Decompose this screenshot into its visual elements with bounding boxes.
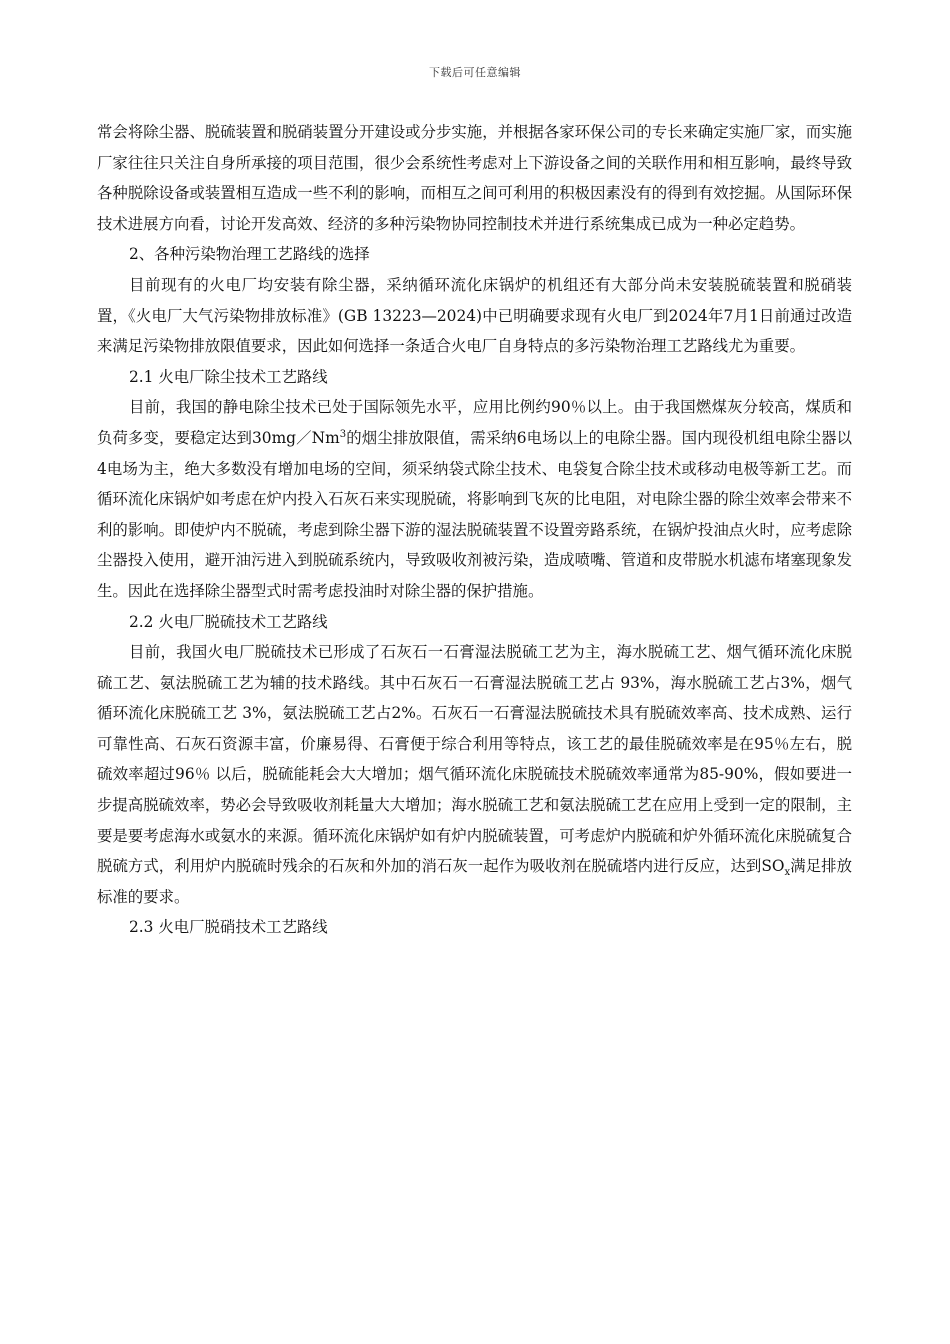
paragraph-desulfurization	[97, 637, 852, 912]
section-heading-2-1: 2.1 火电厂除尘技术工艺路线	[129, 367, 328, 386]
paragraph-intro-continuation: 常会将除尘器、脱硫装置和脱硝装置分开建设或分步实施，并根据各家环保公司的专长来确定实施厂家，而实施厂家往往只关注自身所承接的项目范围，很少会系统性考虑对上下游设备之间的关联作用和相互影响，最终导致各种脱除设备或装置相互造成一些不利的影响，而相互之间可利用的积极因素没有的得到有效挖掘。从国际环保技术进展方向看，讨论开发高效、经济的多种污染物协同控制技术并进行系统集成已成为一种必定趋势。	[97, 123, 852, 233]
dust-text-part-1: 目前，我国的静电除尘技术已处于国际领先水平，应用比例约90％以上。由于我国燃煤灰分较高，煤质和负荷多变，要稳定达到30mg／Nm	[97, 398, 852, 447]
dust-text-part-2: 的烟尘排放限值，需采纳6电场以上的电除尘器。国内现役机组电除尘器以4电场为主，绝大多数没有增加电场的空间，须采纳袋式除尘技术、电袋复合除尘技术或移动电极等新工艺。而循环流化床锅炉如考虑在炉内投入石灰石来实现脱硫，将影响到飞灰的比电阻，对电除尘器的除尘效率会带来不利的影响。即使炉内不脱硫，考虑到除尘器下游的湿法脱硫装置不设置旁路系统，在锅炉投油点火时，应考虑除尘器投入使用，避开油污进入到脱硫系统内，导致吸收剂被污染，造成喷嘴、管道和皮带脱水机滤布堵塞现象发生。因此在选择除尘器型式时需考虑投油时对除尘器的保护措施。	[97, 428, 853, 600]
desulfurization-text-part-1: 目前，我国火电厂脱硫技术已形成了石灰石一石膏湿法脱硫工艺为主，海水脱硫工艺、烟气循环流化床脱硫工艺、氨法脱硫工艺为辅的技术路线。其中石灰石一石膏湿法脱硫工艺占 93%，海水脱硫工艺占3%，烟气循环流化床脱硫工艺 3%，氨法脱硫工艺占2%。石灰石一石膏湿法脱硫技术具有脱硫效率高、技术成熟、运行可靠性高、石灰石资源丰富，价廉易得、石膏便于综合利用等特点，该工艺的最佳脱硫效率是在95％左右，脱硫效率超过96％ 以后，脱硫能耗会大大增加；烟气循环流化床脱硫技术脱硫效率通常为85-90%，假如要进一步提高脱硫效率，势必会导致吸收剂耗量大大增加；海水脱硫工艺和氨法脱硫工艺在应用上受到一定的限制，主要是要考虑海水或氨水的来源。循环流化床锅炉如有炉内脱硫装置，可考虑炉内脱硫和炉外循环流化床脱硫复合脱硫方式，利用炉内脱硫时残余的石灰和外加的消石灰一起作为吸收剂在脱硫塔内进行反应，达到SO	[97, 643, 852, 876]
document-body	[97, 117, 852, 943]
section-heading-2-2: 2.2 火电厂脱硫技术工艺路线	[129, 612, 328, 631]
sox-subscript: x	[784, 867, 791, 879]
header-note: 下载后可任意编辑	[429, 66, 521, 79]
paragraph-current-status: 目前现有的火电厂均安装有除尘器，采纳循环流化床锅炉的机组还有大部分尚未安装脱硫装置和脱硝装置，《火电厂大气污染物排放标准》(GB 13223—2024)中已明确要求现有火电厂到2024年7月1日前通过改造来满足污染物排放限值要求，因此如何选择一条适合火电厂自身特点的多污染物治理工艺路线尤为重要。	[97, 275, 852, 356]
desulfurization-text-part-2: 满足排放标准的要求。	[97, 857, 852, 906]
paragraph-dust-removal	[97, 392, 852, 606]
section-heading-2-3: 2.3 火电厂脱硝技术工艺路线	[129, 918, 328, 937]
section-heading-2: 2、各种污染物治理工艺路线的选择	[129, 245, 370, 264]
dust-unit-superscript: 3	[339, 428, 347, 440]
